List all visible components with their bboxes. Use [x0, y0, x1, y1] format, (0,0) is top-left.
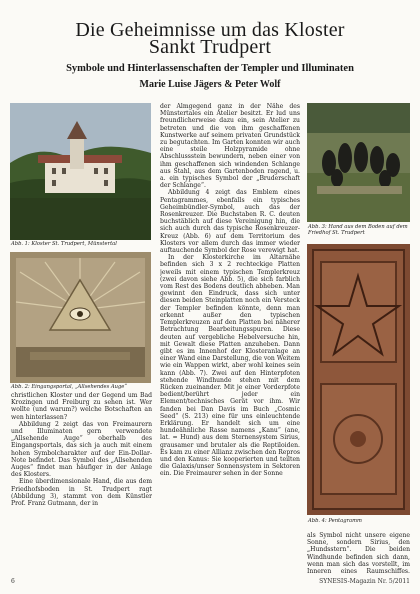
- column-3-text: [307, 532, 410, 574]
- column-2-paragraph-almgegend: der Almgegend ganz in der Nähe des Münstertales ein Atelier besitzt. Er lud uns freundlicherweise dazu ein, sein Atelier zu betreten und die von ihm geschaffenen Kunstwerke auf seinem privaten Grundstück zu begutachten. Im Garten konnten wir auch eine steile Holzpyramide ohne Abschlussstein bewundern, neben einer von ihm geschaffenen sich windenden Schlange aus Stahl, aus dem Gartenboden ragend, u. a. ein typisches Symbol der „Bruderschaft der Schlange“.: [160, 103, 300, 190]
- figure-4-caption: Abb. 4: Pentagramm: [308, 518, 362, 524]
- column-3-paragraph: als Symbol nicht unsere eigene Sonne, sondern Sirius, den „Hundsstern“. Die beiden Windhunde befinden sich dann, wenn man sich das vorstellt, im Inneren eines Raumschiffes.: [307, 532, 410, 574]
- figure-3-caption: Abb. 3: Hand aus dem Boden auf dem Friedhof St. Trudpert: [308, 224, 408, 237]
- page-number: 6: [11, 578, 15, 585]
- column-1-text-upper: [10, 251, 151, 252]
- figure-1-photo: [10, 103, 151, 240]
- figure-2-caption: Abb. 2: Eingangsportal, „Allsehendes Auge“: [11, 384, 128, 390]
- article-authors: Marie Luise Jägers & Peter Wolf: [139, 79, 281, 90]
- column-2-paragraph-pentagramm: Abbildung 4 zeigt das Emblem eines Pentagrammes, ebenfalls ein typisches Geheimbündler-Symbol, auch das der Rosenkreuzer. Die Buchstaben R. C. deuten buchstäblich auf diese Vereinigung hin, die sich auch durch das typische Rosenkreuzer-Kreuz (Abb. 6) auf dem Territorium des Klosters vor allem durch das immer wieder auftauchende Symbol der Rose verewigt hat.: [160, 189, 300, 255]
- figure-4-photo: [307, 244, 410, 515]
- column-1-paragraph-hand: Eine überdimensionale Hand, die aus dem Friedhofsboden in St. Trudpert ragt (Abbildung 3), stammt von dem Künstler Prof. Franz Gutmann, der in: [11, 478, 152, 508]
- article-title: [0, 19, 420, 58]
- article-subtitle: Symbole und Hinterlassenschaften der Templer und Illuminaten: [66, 63, 354, 74]
- column-2-paragraph-templer: In der Klosterkirche im Altarnähe befinden sich 3 x 2 rechteckige Platten jeweils mit einem typischen Templerkreuz (zwei davon siehe Abb. 5), die sich farblich vom Rest des Bodens deutlich abheben. Man gewinnt den Eindruck, dass sich unter diesen beiden Steinplatten noch ein Versteck der Templer befinden könnte, denn man erkennt außer den typischen Templerkreuzen auf den Platten bei näherer Betrachtung Bearbeitungsspuren. Diese deuten auf vergebliche Hebelversuche hin, mit Gewalt diese Platten anzuheben. Dann gibt es im Innenhof der Klosteranlage an einer Wand eine Darstellung, die von Weitem wie ein Wappen wirkt, aber wohl keines sein kann (Abb. 7). Zwei auf den Hinterpfoten stehende Windhunde stehen mit dem Rücken zueinander. Mit je einer Vorderpfote bedient/berührt jeder ein Element/technisches Gerät vor ihm. Wir fanden bei Dan Davis im Buch „Cosmic Seed“ (S. 213) eine für uns einleuchtende Erklärung. Er handelt sich um eine hundeähnliche Rasse namens „Kanu“ (ane, lat. = Hund) aus dem Sternensystem Sirius, grausamer und brutaler als die Reptiloiden. Es kam zu einer Allianz zwischen den Repros und den Kanus: Sie kooperierten und teilten die Galaxis/unser Sonnensystem in Sektoren ein. Die Freimaurer sehen in der Sonne: [160, 254, 300, 478]
- title-line-2: Sankt Trudpert: [148, 36, 272, 58]
- title-line-1: Die Geheimnisse um das Kloster: [75, 19, 345, 41]
- column-1-paragraph-auge: Abbildung 2 zeigt das von Freimaurern und Illuminaten gern verwendete „Allsehende Auge“ oberhalb des Eingangsportals, das sich ja auch mit einem hohen Symbolcharakter auf der Ein-Dollar-Note befindet. Das Symbol des „Allsehenden Auges“ findet man häufiger in der Anlage des Klosters.: [11, 420, 152, 479]
- column-1-lower-text: [11, 392, 152, 574]
- magazine-issue: SYNESIS-Magazin Nr. 5/2011: [319, 578, 410, 585]
- figure-1-caption: Abb. 1: Kloster St. Trudpert, Münstertal: [11, 241, 117, 247]
- column-2-text: [160, 103, 300, 574]
- column-1-paragraph-christlich: christlichen Kloster und der Gegend um Bad Krozingen und Freiburg zu sehen ist. Wer wollte (und warum?) welche Botschaften an wen hinterlassen?: [11, 392, 152, 421]
- figure-3-photo: [307, 103, 410, 222]
- figure-2-photo: [10, 252, 151, 383]
